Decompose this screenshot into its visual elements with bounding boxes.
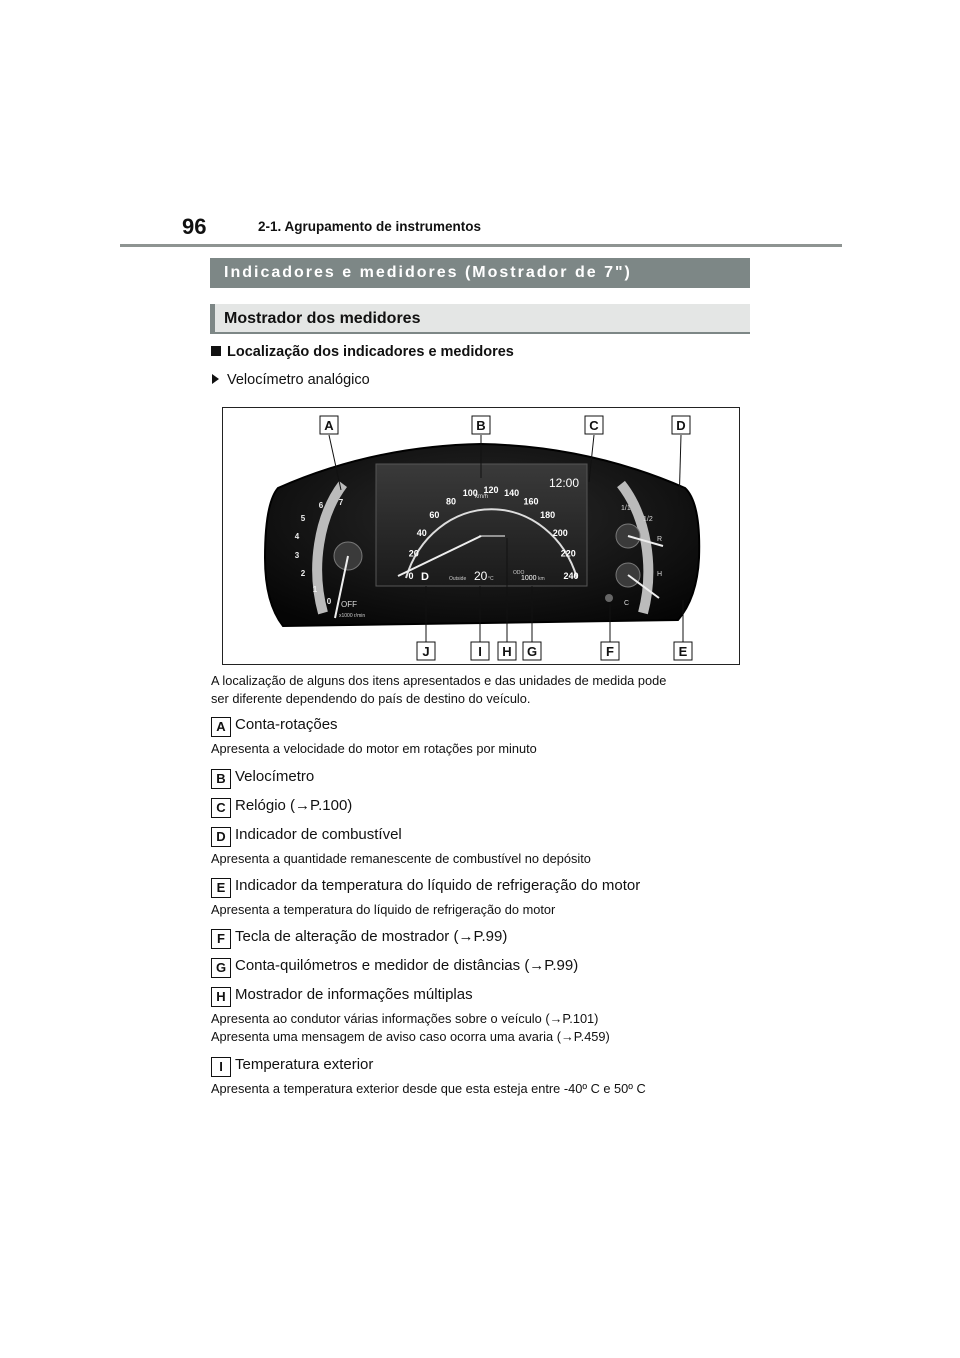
square-bullet-icon bbox=[211, 346, 221, 356]
item-a bbox=[211, 716, 537, 758]
fuel-half-label: 1/2 bbox=[643, 516, 653, 523]
speed-tick-label: 140 bbox=[504, 487, 520, 498]
tach-tick-label: 2 bbox=[300, 569, 306, 578]
header-rule bbox=[120, 244, 842, 247]
gear-indicator: D bbox=[421, 571, 429, 583]
item-title: Tecla de alteração de mostrador (→P.99) bbox=[235, 928, 508, 945]
heading-text: Localização dos indicadores e medidores bbox=[227, 344, 514, 360]
item-title: Indicador de combustível bbox=[235, 826, 402, 843]
callout-badge: I bbox=[211, 1057, 231, 1077]
speed-tick-label: 80 bbox=[445, 496, 457, 507]
speed-tick-label: 20 bbox=[408, 548, 419, 559]
callout-badge: D bbox=[211, 827, 231, 847]
item-title: Temperatura exterior bbox=[235, 1056, 374, 1073]
speed-tick-label: 180 bbox=[540, 510, 556, 521]
item-i bbox=[211, 1056, 646, 1098]
lead-line bbox=[212, 372, 370, 388]
odo-value: 1000 bbox=[521, 575, 537, 582]
item-desc: Apresenta a velocidade do motor em rotações por minuto bbox=[211, 741, 537, 756]
item-desc: Apresenta uma mensagem de aviso caso ocorra uma avaria (→P.459) bbox=[211, 1029, 610, 1044]
tach-tick-label: 1 bbox=[312, 585, 318, 594]
item-d bbox=[211, 826, 591, 868]
item-title: Conta-quilómetros e medidor de distâncias (→P.99) bbox=[235, 957, 579, 974]
figure-caption bbox=[211, 672, 666, 708]
subsection-title: Mostrador dos medidores bbox=[210, 304, 750, 334]
speed-tick-label: 160 bbox=[523, 496, 539, 507]
page-number: 96 bbox=[182, 214, 207, 239]
callout-letter-d: D bbox=[676, 418, 686, 433]
item-desc: Apresenta a quantidade remanescente de combustível no depósito bbox=[211, 851, 591, 866]
chapter-title: 2-1. Agrupamento de instrumentos bbox=[258, 219, 482, 234]
odo-unit: km bbox=[538, 576, 545, 582]
item-title: Mostrador de informações múltiplas bbox=[235, 986, 473, 1003]
callout-badge: E bbox=[211, 878, 231, 898]
clock-readout: 12:00 bbox=[549, 476, 580, 490]
callout-letter-g: G bbox=[526, 644, 538, 659]
item-desc: Apresenta ao condutor várias informações sobre o veículo (→P.101) bbox=[211, 1011, 599, 1026]
callout-letter-c: C bbox=[589, 418, 599, 433]
tach-tick-label: 7 bbox=[338, 498, 344, 507]
tach-tick-label: 0 bbox=[326, 597, 332, 606]
item-g bbox=[211, 957, 578, 977]
caption-line: ser diferente dependendo do país de destino do veículo. bbox=[211, 691, 531, 706]
tach-tick-label: 3 bbox=[294, 551, 300, 560]
speed-tick-label: 220 bbox=[560, 548, 576, 559]
caption-line: A localização de alguns dos itens apresentados e das unidades de medida pode bbox=[211, 673, 667, 688]
item-b bbox=[211, 768, 314, 788]
speed-tick-label: 120 bbox=[483, 485, 499, 495]
item-title: Relógio (→P.100) bbox=[235, 797, 353, 814]
instrument-cluster-figure bbox=[222, 407, 740, 665]
heading bbox=[211, 344, 514, 360]
display-switch bbox=[605, 594, 613, 602]
triangle-bullet-icon bbox=[212, 374, 219, 384]
callout-badge: A bbox=[211, 717, 231, 737]
speed-tick-label: 40 bbox=[416, 528, 427, 538]
outside-temp-value: 20 bbox=[474, 569, 488, 583]
callout-letter-e: E bbox=[678, 644, 688, 659]
callout-badge: H bbox=[211, 987, 231, 1007]
item-e bbox=[211, 877, 640, 919]
temp-hot-label: H bbox=[657, 571, 663, 578]
tach-off-label: OFF bbox=[341, 600, 357, 609]
callout-badge: G bbox=[211, 958, 231, 978]
item-title: Velocímetro bbox=[235, 768, 315, 785]
temp-cold-label: C bbox=[624, 600, 630, 607]
callout-badge: B bbox=[211, 769, 231, 789]
callout-badge: C bbox=[211, 798, 231, 818]
callout-letter-f: F bbox=[606, 644, 614, 659]
outside-label: Outside bbox=[449, 576, 467, 582]
callout-letter-i: I bbox=[478, 644, 482, 659]
fuel-reserve-label: R bbox=[657, 536, 663, 543]
section-title: Indicadores e medidores (Mostrador de 7") bbox=[210, 258, 750, 288]
speed-tick-label: 60 bbox=[429, 510, 440, 521]
odo-label: ODO bbox=[513, 570, 525, 576]
callout-letter-j: J bbox=[422, 644, 430, 659]
item-desc: Apresenta a temperatura do líquido de refrigeração do motor bbox=[211, 902, 556, 917]
speed-tick-label: 200 bbox=[552, 528, 568, 538]
item-f bbox=[211, 928, 507, 948]
callout-badge: F bbox=[211, 929, 231, 949]
item-title: Indicador da temperatura do líquido de refrigeração do motor bbox=[235, 877, 641, 894]
speed-tick-label: 240 bbox=[563, 571, 579, 581]
callout-letter-b: B bbox=[476, 418, 486, 433]
speed-tick-label: 100 bbox=[462, 487, 478, 498]
callout-letter-h: H bbox=[502, 644, 512, 659]
cluster-illustration bbox=[223, 408, 739, 664]
tach-tick-label: 4 bbox=[294, 532, 300, 541]
fuel-full-label: 1/1 bbox=[621, 505, 631, 512]
item-h bbox=[211, 986, 610, 1046]
outside-temp-unit: °C bbox=[488, 576, 494, 582]
lead-text: Velocímetro analógico bbox=[227, 372, 370, 388]
tach-tick-label: 6 bbox=[318, 501, 324, 510]
tach-tick-label: 5 bbox=[300, 514, 306, 523]
tach-unit-label: x1000 r/min bbox=[339, 613, 366, 619]
callout-letter-a: A bbox=[324, 418, 334, 433]
speed-tick-label: 0 bbox=[408, 571, 414, 581]
item-c bbox=[211, 797, 352, 817]
item-title: Conta-rotações bbox=[235, 716, 338, 733]
speed-unit-label: km/h bbox=[475, 494, 489, 500]
item-desc: Apresenta a temperatura exterior desde que esta esteja entre -40º C e 50º C bbox=[211, 1081, 646, 1096]
